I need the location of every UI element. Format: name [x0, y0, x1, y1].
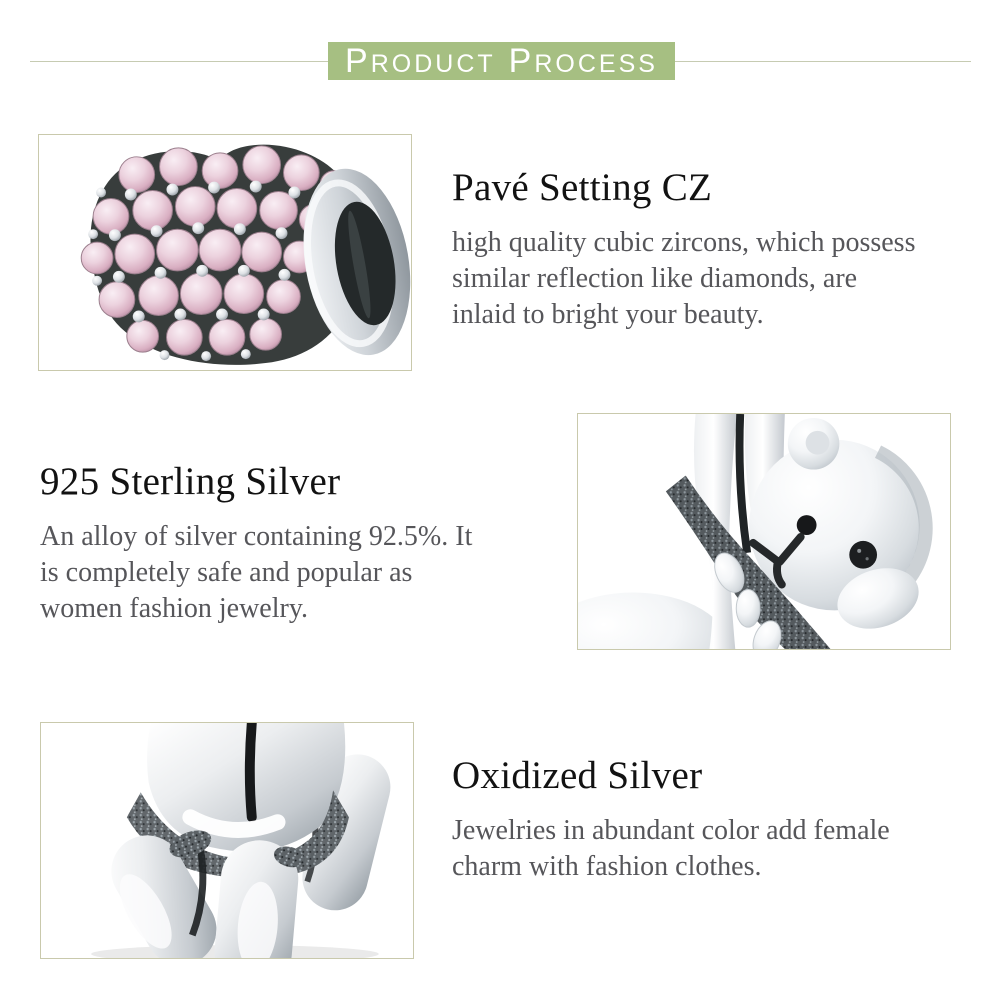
oxidized-silver-description: [452, 813, 997, 885]
section-oxidized-silver: [452, 754, 997, 885]
description-line: inlaid to bright your beauty.: [452, 298, 764, 330]
description-line: charm with fashion clothes.: [452, 850, 762, 882]
header-title-word1-initial: P: [345, 42, 371, 80]
section-925-sterling-silver: [40, 460, 580, 627]
description-line: similar reflection like diamonds, are: [452, 262, 858, 294]
sterling-silver-heading: 925 Sterling Silver: [40, 460, 341, 503]
section-pave-setting-cz: [452, 166, 997, 333]
header-title-banner: [328, 42, 675, 80]
pave-setting-heading: Pavé Setting CZ: [452, 166, 713, 209]
pave-heart-charm-illustration: [39, 135, 411, 370]
oxidized-bear-legs-illustration: [41, 723, 413, 958]
header-title-word2-rest: ROCESS: [534, 50, 658, 78]
header-title-word1-rest: RODUCT: [370, 50, 496, 78]
description-line: An alloy of silver containing 92.5%. It: [40, 520, 473, 552]
oxidized-bear-legs-image: [40, 722, 414, 959]
oxidized-silver-heading: Oxidized Silver: [452, 754, 703, 797]
sterling-silver-description: [40, 519, 580, 627]
description-line: high quality cubic zircons, which possess: [452, 226, 916, 258]
silver-bear-charm-image: [577, 413, 951, 650]
description-line: Jewelries in abundant color add female: [452, 814, 890, 846]
silver-bear-charm-illustration: [578, 414, 950, 649]
header-title-word2-initial: P: [508, 42, 535, 80]
pave-setting-description: [452, 225, 997, 333]
description-line: women fashion jewelry.: [40, 592, 308, 624]
pave-heart-charm-image: [38, 134, 412, 371]
description-line: is completely safe and popular as: [40, 556, 413, 588]
